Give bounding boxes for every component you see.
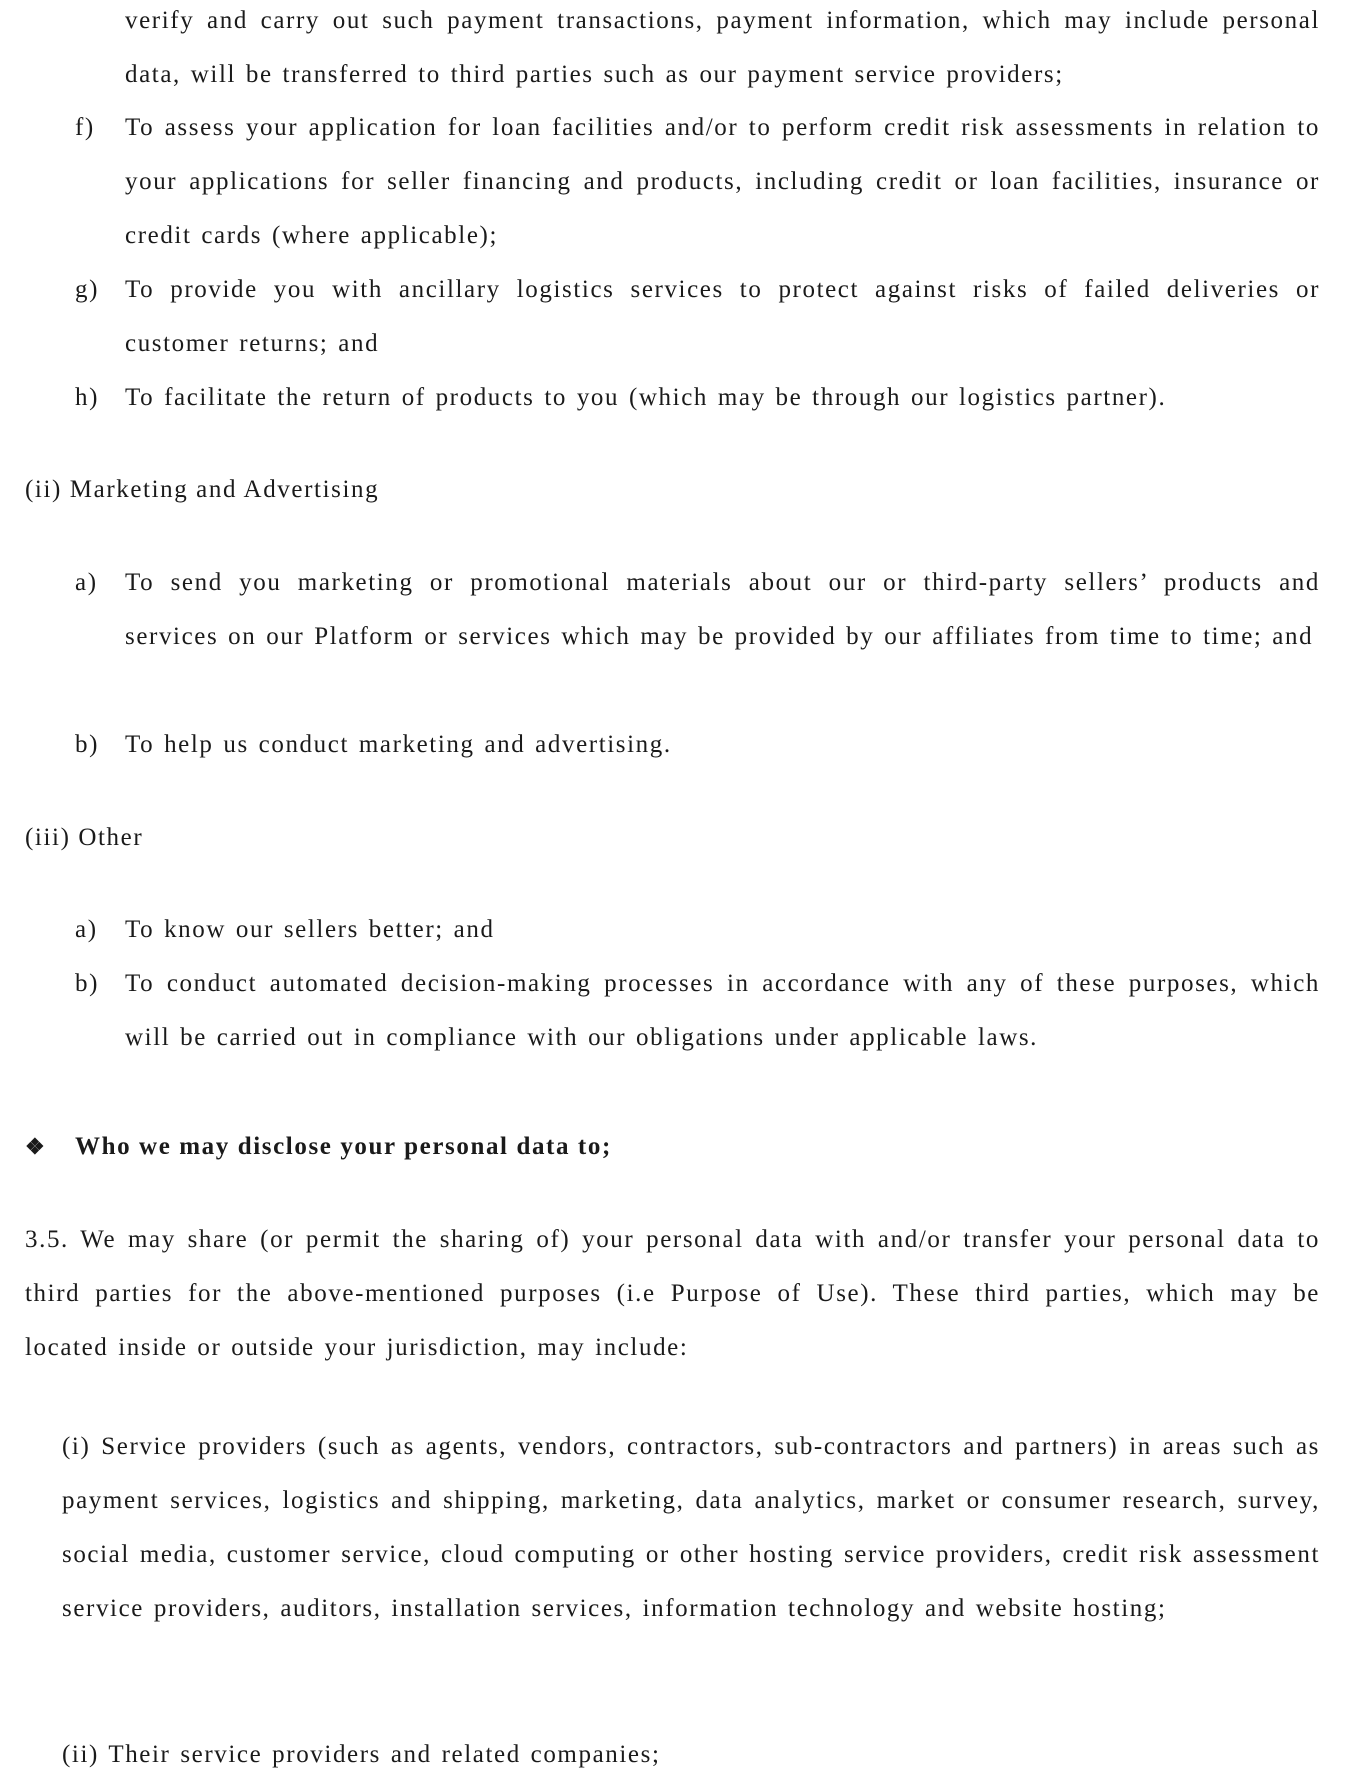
list-item-b: [75, 957, 1320, 1065]
diamond-bullet-icon: ❖: [25, 1134, 47, 1159]
list-item-text: To assess your application for loan facilities and/or to perform credit risk assessments in relation to your applications for seller financing and products, including credit or loan facilities, insurance or credit cards (where applicable);: [125, 114, 1320, 249]
disclosure-heading: [25, 1120, 612, 1174]
paragraph-3-5: 3.5. We may share (or permit the sharing of) your personal data with and/or transfer your personal data to third parties for the above-mentioned purposes (i.e Purpose of Use). These third parties, which may be located inside or outside your jurisdiction, may include:: [25, 1226, 1320, 1361]
list-item-b: [75, 718, 1320, 772]
list-marker: f): [75, 114, 95, 141]
list-item-text: To help us conduct marketing and advertising.: [125, 731, 672, 758]
list-item-text: verify and carry out such payment transactions, payment information, which may include personal data, will be transferred to third parties such as our payment service providers;: [125, 7, 1320, 88]
list-item-h: [75, 371, 1320, 425]
list-item-text: To facilitate the return of products to you (which may be through our logistics partner).: [125, 384, 1167, 411]
list-item-a: [75, 903, 1320, 957]
list-item-text: To send you marketing or promotional materials about our or third-party sellers’ products and services on our Platform or services which may be provided by our affiliates from time to time; and: [125, 569, 1320, 650]
disclosure-heading-text: Who we may disclose your personal data to;: [75, 1133, 612, 1160]
list-marker: b): [75, 970, 100, 997]
list-item-continued: [75, 0, 1320, 102]
list-item-a: [75, 556, 1320, 664]
list-marker: h): [75, 384, 100, 411]
section-heading-other: (iii) Other: [25, 824, 144, 851]
sub-item-service-providers: (i) Service providers (such as agents, vendors, contractors, sub-contractors and partners) in areas such as payment services, logistics and shipping, marketing, data analytics, market or consumer research, survey, social media, customer service, cloud computing or other hosting service providers, credit risk assessment service providers, auditors, installation services, information technology and website hosting;: [62, 1433, 1320, 1622]
list-marker: g): [75, 276, 100, 303]
list-item-f: [75, 101, 1320, 263]
list-item-text: To conduct automated decision-making processes in accordance with any of these purposes, which will be carried out in compliance with our obligations under applicable laws.: [125, 970, 1320, 1051]
list-marker: a): [75, 916, 98, 943]
list-marker: b): [75, 731, 100, 758]
list-item-text: To know our sellers better; and: [125, 916, 495, 943]
list-item-text: To provide you with ancillary logistics services to protect against risks of failed deliveries or customer returns; and: [125, 276, 1320, 357]
list-item-g: [75, 263, 1320, 371]
section-heading-marketing: (ii) Marketing and Advertising: [25, 476, 380, 503]
list-marker: a): [75, 569, 98, 596]
sub-item-related-companies: (ii) Their service providers and related companies;: [62, 1741, 661, 1768]
